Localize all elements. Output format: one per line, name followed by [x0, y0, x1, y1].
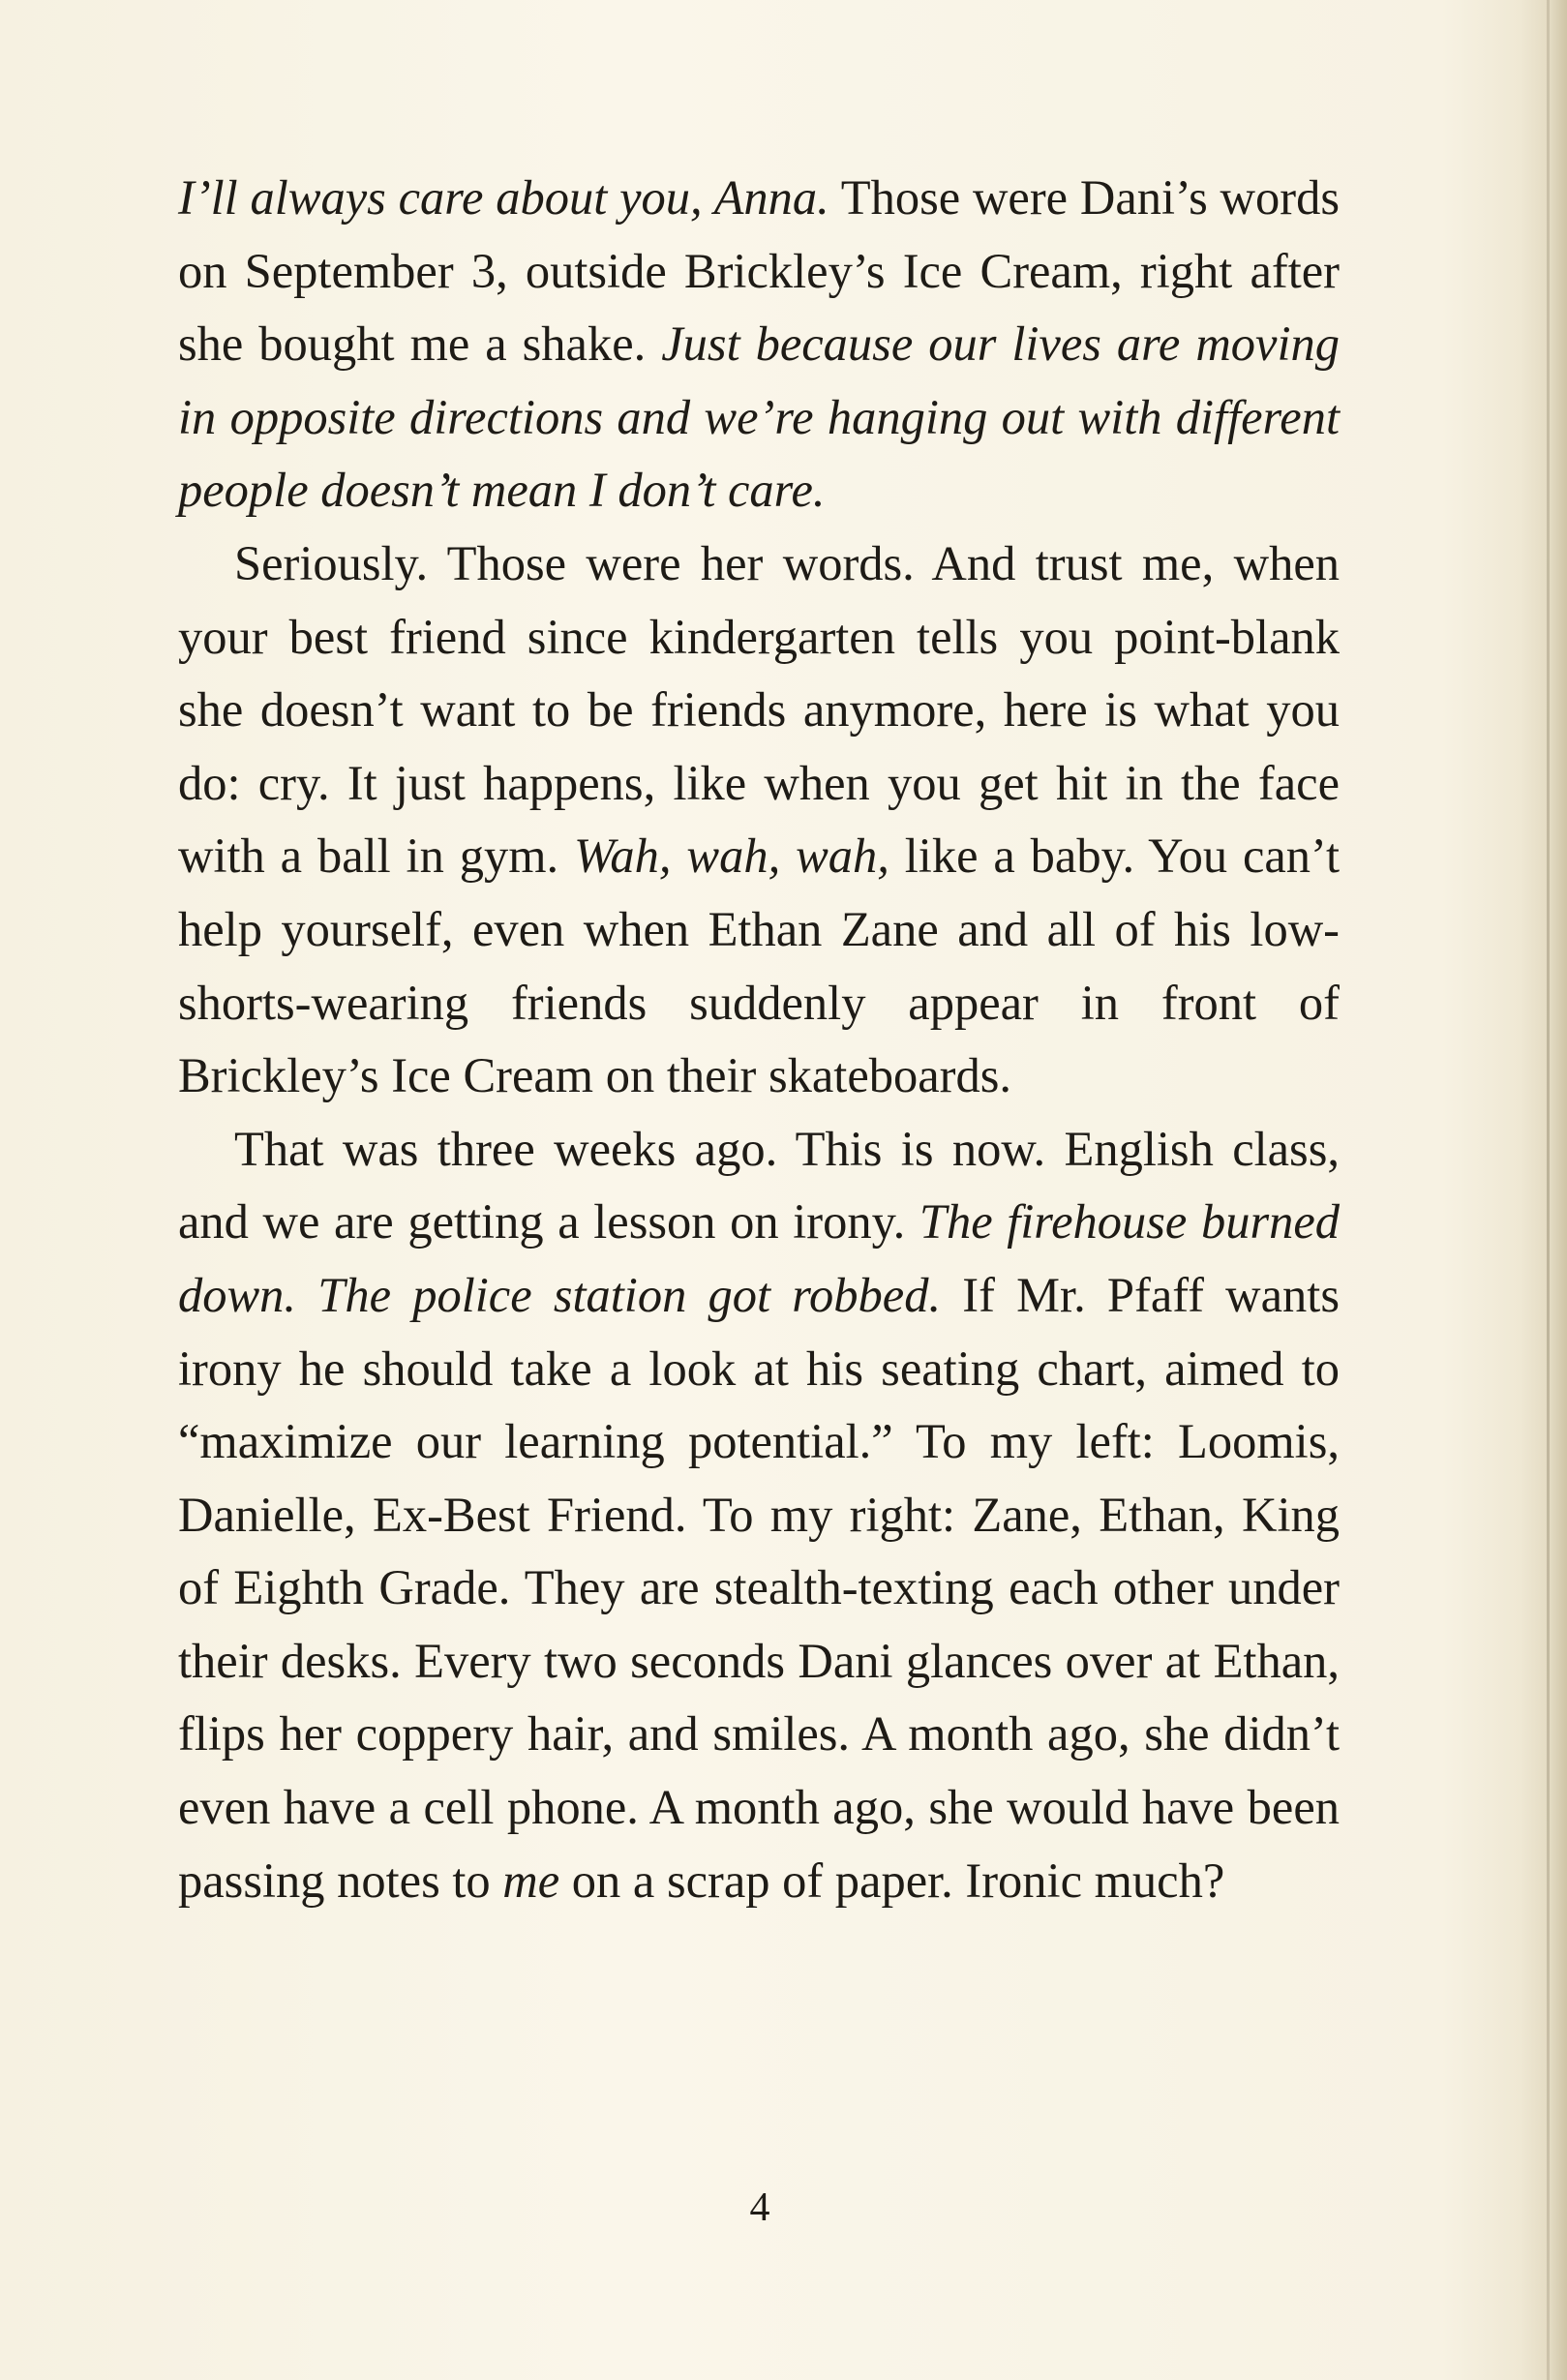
- text-run: on a scrap of paper. Ironic much?: [559, 1853, 1225, 1908]
- page-edge-shadow: [1550, 0, 1567, 2380]
- paragraph-2: [178, 527, 1340, 1113]
- paragraph-1: [178, 162, 1340, 527]
- text-run: like a baby. You can’t help yourself, even when Ethan Zane and all of his low-shorts-wearing friends suddenly appear in front of Brickley’s Ice Cream on their skateboards.: [178, 828, 1340, 1103]
- text-run: Wah, wah, wah,: [573, 828, 889, 884]
- body-text: [178, 162, 1340, 1917]
- text-run: If Mr. Pfaff wants irony he should take a look at his seating chart, aimed to “maximize our learning potential.” To my left: Loomis, Danielle, Ex-Best Friend. To my right: Zane, Ethan, King of Eighth Grade. They are stealth-texting each other under their desks. Every two seconds Dani glances over at Ethan, flips her coppery hair, and smiles. A month ago, she didn’t even have a cell phone. A month ago, she would have been passing notes to: [178, 1267, 1340, 1908]
- text-run: Just because our lives are moving in opposite directions and we’re hanging out with different people doesn’t mean I don’t care.: [178, 316, 1340, 518]
- text-run: That was three weeks ago. This is now. English class, and we are getting a lesson on irony.: [178, 1121, 1340, 1250]
- text-run: Seriously. Those were her words. And trust me, when your best friend since kindergarten tells you point-blank she doesn’t want to be friends anymore, here is what you do: cry. It just happens, like when you get hit in the face with a ball in gym.: [178, 535, 1340, 884]
- text-run: me: [502, 1853, 560, 1908]
- text-run: I’ll always care about you, Anna.: [178, 170, 829, 225]
- paragraph-3: [178, 1113, 1340, 1918]
- text-run: Those were Dani’s words on September 3, outside Brickley’s Ice Cream, right after she bought me a shake.: [178, 170, 1340, 372]
- page-edge-line: [1547, 0, 1550, 2380]
- text-run: The firehouse burned down. The police station got robbed.: [178, 1194, 1341, 1322]
- page-number: 4: [749, 2185, 770, 2230]
